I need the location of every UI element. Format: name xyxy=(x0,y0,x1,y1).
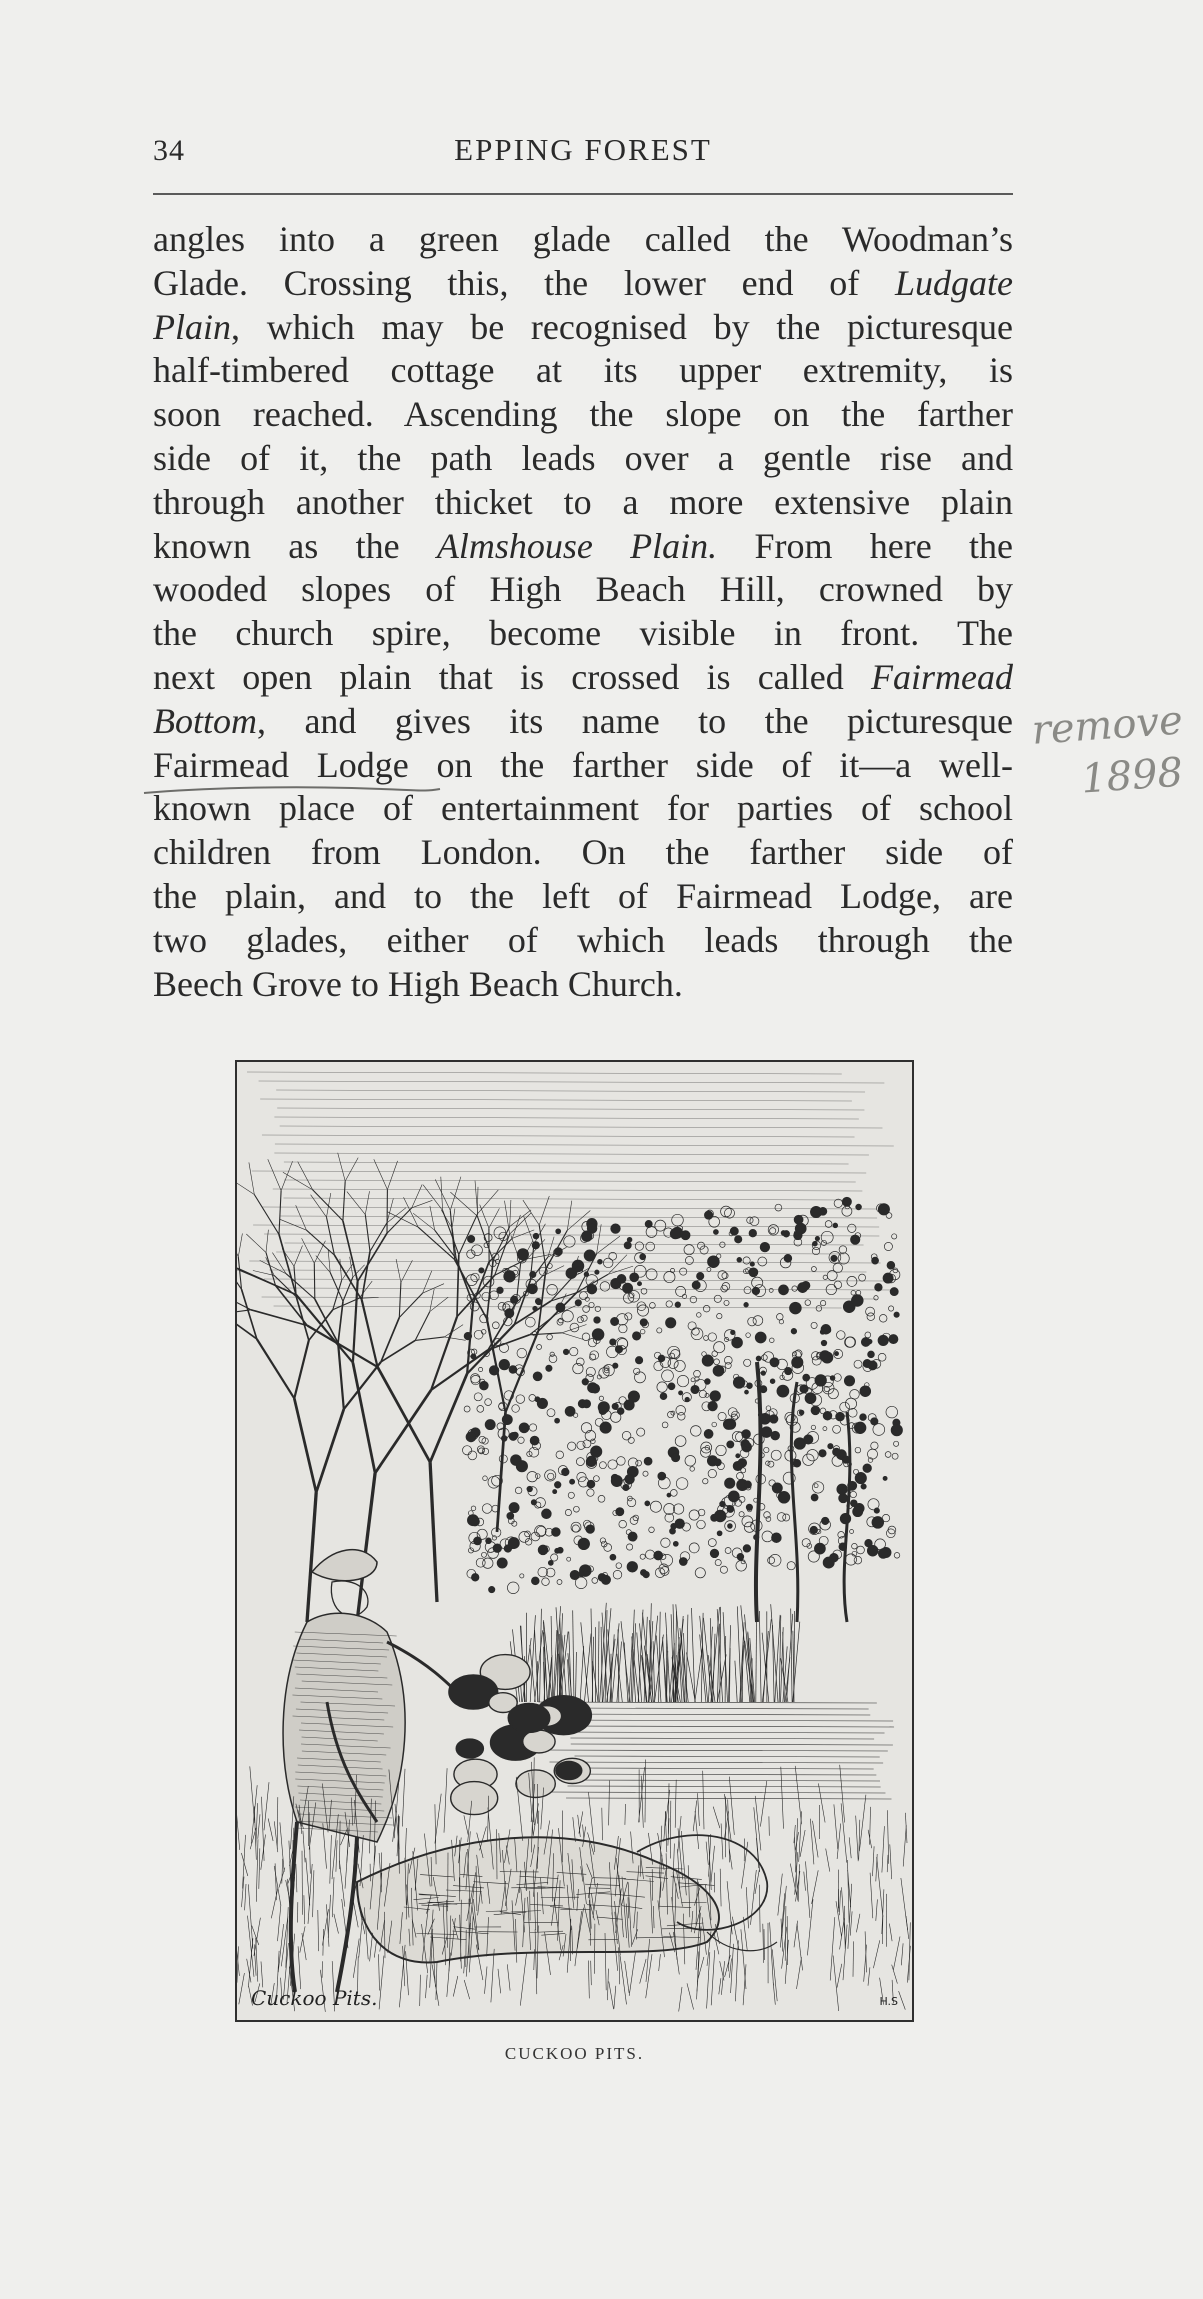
bare-saplings xyxy=(237,1153,633,1622)
text-segment: wooded slopes of High Beach Hill, crowned by xyxy=(153,569,1013,610)
text-line xyxy=(153,963,1013,1007)
margin-note-year: 1898 xyxy=(1079,749,1185,803)
running-title: EPPING FOREST xyxy=(454,132,712,167)
figure-caption: CUCKOO PITS. xyxy=(504,2044,645,2063)
italic-place-name: Bottom xyxy=(153,700,257,741)
text-segment: soon reached. Ascending the slope on the farther xyxy=(153,394,1013,435)
text-line xyxy=(153,393,1013,437)
text-line xyxy=(153,700,1013,744)
text-segment: children from London. On the farther side of xyxy=(153,832,1013,873)
text-segment: Glade. Crossing this, the lower end of xyxy=(153,262,895,303)
text-segment: two glades, either of which leads through the xyxy=(153,919,1013,960)
text-line xyxy=(153,612,1013,656)
text-line xyxy=(153,744,1013,788)
text-line xyxy=(153,525,1013,569)
text-segment: known as the xyxy=(153,525,437,566)
text-segment: From here the xyxy=(717,525,1013,566)
pencil-underline-mark xyxy=(142,784,442,798)
text-line xyxy=(153,349,1013,393)
text-line xyxy=(153,481,1013,525)
italic-place-name: Almshouse Plain. xyxy=(436,525,718,566)
text-segment: Fairmead Lodge on the farther side of it—a well- xyxy=(153,744,1013,785)
text-line xyxy=(153,437,1013,481)
text-segment: next open plain that is crossed is called xyxy=(153,656,872,697)
text-segment: through another thicket to a more extensive plain xyxy=(153,481,1013,522)
plate-signature: Cuckoo Pits. xyxy=(251,1986,378,2010)
italic-place-name: Ludgate xyxy=(894,262,1013,303)
text-line xyxy=(153,568,1013,612)
text-line xyxy=(153,919,1013,963)
engraving-drawing xyxy=(237,1062,912,2020)
text-segment: the church spire, become visible in front. The xyxy=(153,613,1013,654)
text-segment: angles into a green glade called the Woodman’s xyxy=(153,219,1013,259)
page-number: 34 xyxy=(153,134,185,167)
text-segment: half-timbered cottage at its upper extremity, is xyxy=(153,350,1013,391)
body-text xyxy=(153,218,1013,1006)
text-segment: , and gives its name to the picturesque xyxy=(257,700,1013,741)
margin-note-word: remove xyxy=(1030,697,1185,754)
italic-place-name: Fairmead xyxy=(871,656,1013,697)
header-rule xyxy=(153,193,1013,195)
text-line xyxy=(153,306,1013,350)
tree-foliage xyxy=(463,1197,903,1622)
running-head xyxy=(153,128,1013,178)
text-line xyxy=(153,262,1013,306)
plate-initials: H.S xyxy=(879,1995,898,2008)
text-segment: , which may be recognised by the picturesque xyxy=(231,306,1013,347)
text-line xyxy=(153,875,1013,919)
handwritten-margin-note xyxy=(1030,697,1203,815)
text-line xyxy=(153,218,1013,262)
text-segment: the plain, and to the left of Fairmead Lodge, are xyxy=(153,875,1013,916)
text-segment: side of it, the path leads over a gentle rise and xyxy=(153,437,1013,478)
fallen-log xyxy=(357,1835,777,1962)
text-line xyxy=(153,831,1013,875)
italic-place-name: Plain xyxy=(153,306,231,347)
text-line xyxy=(153,656,1013,700)
text-segment: Beech Grove to High Beach Church. xyxy=(153,963,683,1004)
reeds xyxy=(510,1603,800,1702)
text-segment: known place of entertainment for parties of school xyxy=(153,788,1013,829)
engraving-illustration xyxy=(235,1060,914,2022)
